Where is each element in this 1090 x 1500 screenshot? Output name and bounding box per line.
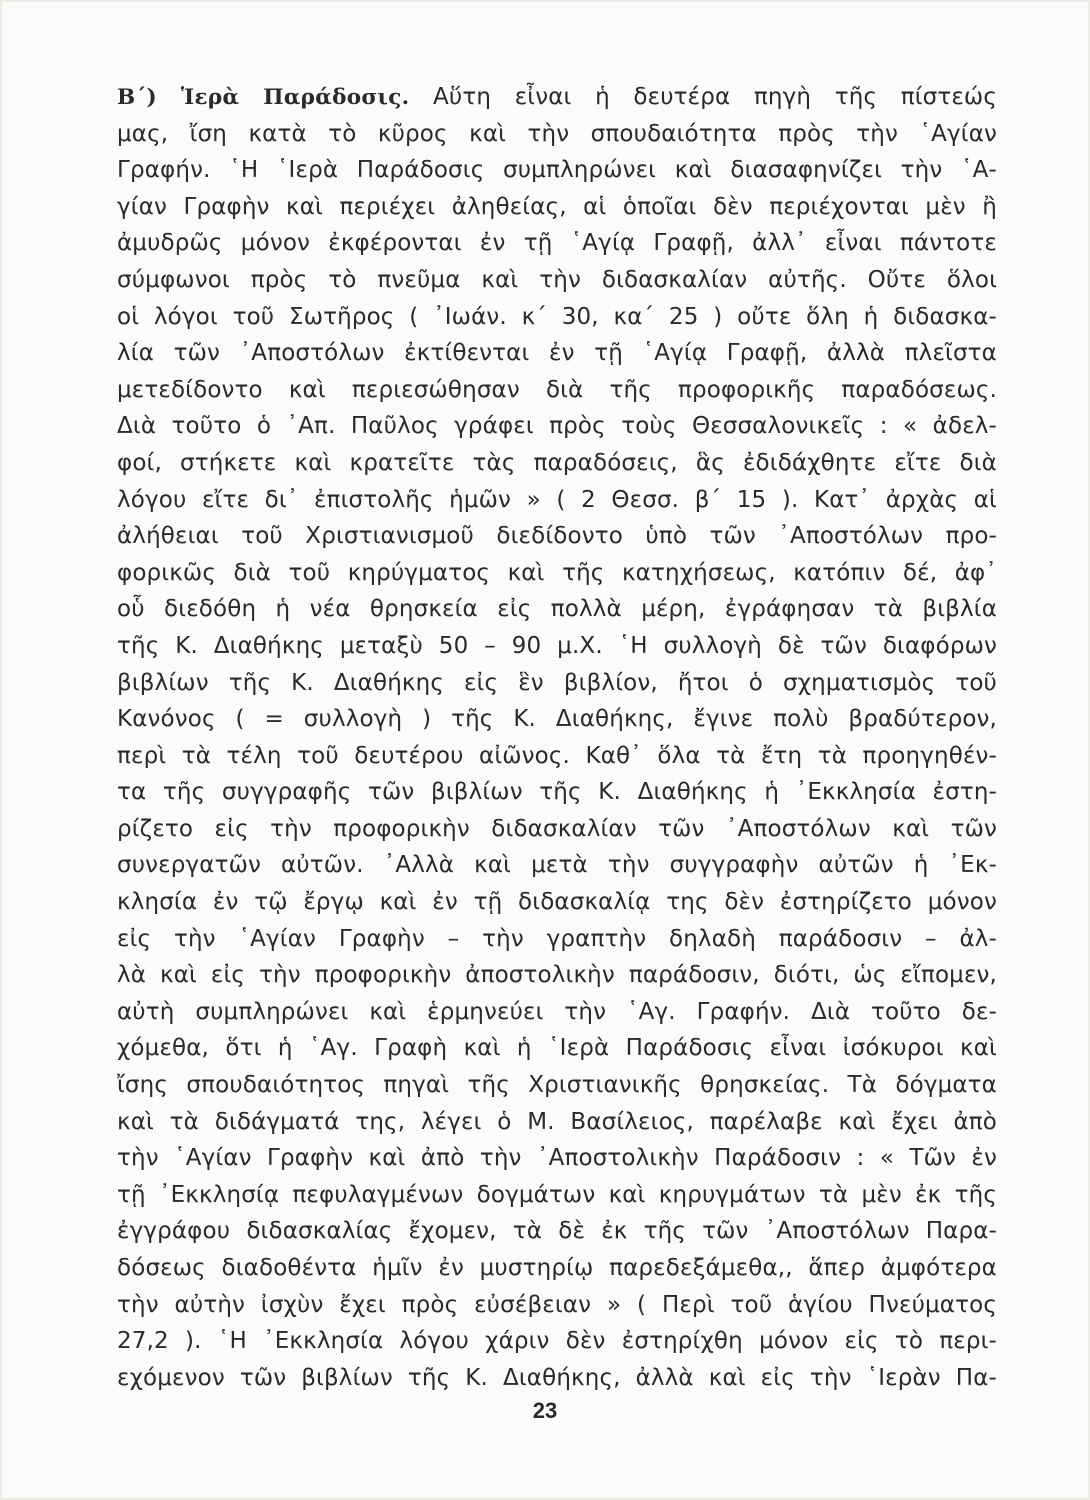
text-line: λία τῶν ᾽Αποστόλων ἐκτίθενται ἐν τῇ ῾Αγίᾳ Γραφῇ, ἀλλὰ πλεῖστα bbox=[117, 340, 997, 367]
text-line: ρίζετο εἰς τὴν προφορικὴν διδασκαλίαν τῶν ᾽Αποστόλων καὶ τῶν bbox=[117, 815, 997, 842]
text-line: κλησία ἐν τῷ ἔργῳ καὶ ἐν τῇ διδασκαλίᾳ της δὲν ἐστηρίζετο μόνον bbox=[117, 889, 997, 916]
text-line: σύμφωνοι πρὸς τὸ πνεῦμα καὶ τὴν διδασκαλίαν αὐτῆς. Οὔτε ὅλοι bbox=[117, 266, 997, 293]
text-line: 27,2 ). ῾Η ᾽Εκκλησία λόγου χάριν δὲν ἐστηρίχθη μόνον εἰς τὸ περι- bbox=[117, 1328, 997, 1355]
text-line: ἴσης σπουδαιότητος πηγαὶ τῆς Χριστιανικῆς θρησκείας. Τὰ δόγματα bbox=[117, 1072, 997, 1099]
page-number: 23 bbox=[532, 1398, 558, 1423]
text-line-first bbox=[117, 79, 997, 116]
text-line: Κανόνος ( = συλλογὴ ) τῆς Κ. Διαθήκης, ἔγινε πολὺ βραδύτερον, bbox=[117, 706, 997, 733]
text-line: μας, ἴση κατὰ τὸ κῦρος καὶ τὴν σπουδαιότητα πρὸς τὴν ῾Αγίαν bbox=[117, 120, 997, 147]
text-line: βιβλίων τῆς Κ. Διαθήκης εἰς ἓν βιβλίον, ἤτοι ὁ σχηματισμὸς τοῦ bbox=[117, 669, 997, 696]
text-line: τα τῆς συγγραφῆς τῶν βιβλίων τῆς Κ. Διαθήκης ἡ ᾽Εκκλησία ἐστη- bbox=[117, 779, 997, 806]
text-line: οἱ λόγοι τοῦ Σωτῆρος ( ᾽Ιωάν. κ΄ 30, κα΄ 25 ) οὔτε ὅλη ἡ διδασκα- bbox=[117, 303, 997, 330]
text-line: φορικῶς διὰ τοῦ κηρύγματος καὶ τῆς κατηχήσεως, κατόπιν δέ, ἀφ᾽ bbox=[117, 559, 997, 586]
text-line: τὴν αὐτὴν ἰσχὺν ἔχει πρὸς εὐσέβειαν » ( Περὶ τοῦ ἁγίου Πνεύματος bbox=[117, 1291, 997, 1318]
text-line: Διὰ τοῦτο ὁ ᾽Απ. Παῦλος γράφει πρὸς τοὺς Θεσσαλονικεῖς : « ἀδελ- bbox=[117, 413, 997, 440]
text-line: Γραφήν. ῾Η ῾Ιερὰ Παράδοσις συμπληρώνει καὶ διασαφηνίζει τὴν ῾Α- bbox=[117, 157, 997, 184]
text-line: εχόμενον τῶν βιβλίων τῆς Κ. Διαθήκης, ἀλλὰ καὶ εἰς τὴν ῾Ιερὰν Πα- bbox=[117, 1364, 997, 1391]
section-heading: Β΄) Ἱερὰ Παράδοσις. bbox=[117, 85, 410, 110]
text-line: λόγου εἴτε δι᾽ ἐπιστολῆς ἡμῶν » ( 2 Θεσσ. β΄ 15 ). Κατ᾽ ἀρχὰς αἱ bbox=[117, 486, 997, 513]
text-line: ἀλήθειαι τοῦ Χριστιανισμοῦ διεδίδοντο ὑπὸ τῶν ᾽Αποστόλων προ- bbox=[117, 523, 997, 550]
text-line: μετεδίδοντο καὶ περιεσώθησαν διὰ τῆς προφορικῆς παραδόσεως. bbox=[117, 376, 997, 403]
text-line: εἰς τὴν ῾Αγίαν Γραφὴν – τὴν γραπτὴν δηλαδὴ παράδοσιν – ἀλ- bbox=[117, 925, 997, 952]
text-line: ἐγγράφου διδασκαλίας ἔχομεν, τὰ δὲ ἐκ τῆς τῶν ᾽Αποστόλων Παρα- bbox=[117, 1218, 997, 1245]
text-line: τὴν ῾Αγίαν Γραφὴν καὶ ἀπὸ τὴν ᾽Αποστολικὴν Παράδοσιν : « Τῶν ἐν bbox=[117, 1145, 997, 1172]
text-line: δόσεως διαδοθέντα ἡμῖν ἐν μυστηρίῳ παρεδεξάμεθα,, ἅπερ ἀμφότερα bbox=[117, 1255, 997, 1281]
text-line: αὐτὴ συμπληρώνει καὶ ἑρμηνεύει τὴν ῾Αγ. Γραφήν. Διὰ τοῦτο δε- bbox=[117, 998, 997, 1025]
text-line: χόμεθα, ὅτι ἡ ῾Αγ. Γραφὴ καὶ ἡ ῾Ιερὰ Παράδοσις εἶναι ἰσόκυροι καὶ bbox=[117, 1035, 997, 1062]
text-line: περὶ τὰ τέλη τοῦ δευτέρου αἰῶνος. Καθ᾽ ὅλα τὰ ἔτη τὰ προηγηθέν- bbox=[117, 742, 997, 769]
text-line: καὶ τὰ διδάγματά της, λέγει ὁ Μ. Βασίλειος, παρέλαβε καὶ ἔχει ἀπὸ bbox=[117, 1108, 997, 1135]
text-line: φοί, στήκετε καὶ κρατεῖτε τὰς παραδόσεις, ἃς ἐδιδάχθητε εἴτε διὰ bbox=[117, 449, 997, 476]
text-line: τῆς Κ. Διαθήκης μεταξὺ 50 – 90 μ.Χ. ῾Η συλλογὴ δὲ τῶν διαφόρων bbox=[117, 632, 997, 659]
text-line: λὰ καὶ εἰς τὴν προφορικὴν ἀποστολικὴν παράδοσιν, διότι, ὡς εἴπομεν, bbox=[117, 962, 997, 989]
text-line: οὗ διεδόθη ἡ νέα θρησκεία εἰς πολλὰ μέρη, ἐγράφησαν τὰ βιβλία bbox=[117, 596, 997, 623]
text-line: συνεργατῶν αὐτῶν. ᾽Αλλὰ καὶ μετὰ τὴν συγγραφὴν αὐτῶν ἡ ᾽Εκ- bbox=[117, 852, 997, 879]
body-text bbox=[117, 79, 997, 1396]
text-line: Αὕτη εἶναι ἡ δευτέρα πηγὴ τῆς πίστεώς bbox=[409, 84, 997, 110]
text-line: ἀμυδρῶς μόνον ἐκφέρονται ἐν τῇ ῾Αγίᾳ Γραφῇ, ἀλλ᾽ εἶναι πάντοτε bbox=[117, 230, 997, 257]
text-line: γίαν Γραφὴν καὶ περιέχει ἀληθείας, αἱ ὁποῖαι δὲν περιέχονται μὲν ἢ bbox=[117, 193, 997, 220]
text-line: τῇ ᾽Εκκλησίᾳ πεφυλαγμένων δογμάτων καὶ κηρυγμάτων τὰ μὲν ἐκ τῆς bbox=[117, 1181, 997, 1208]
